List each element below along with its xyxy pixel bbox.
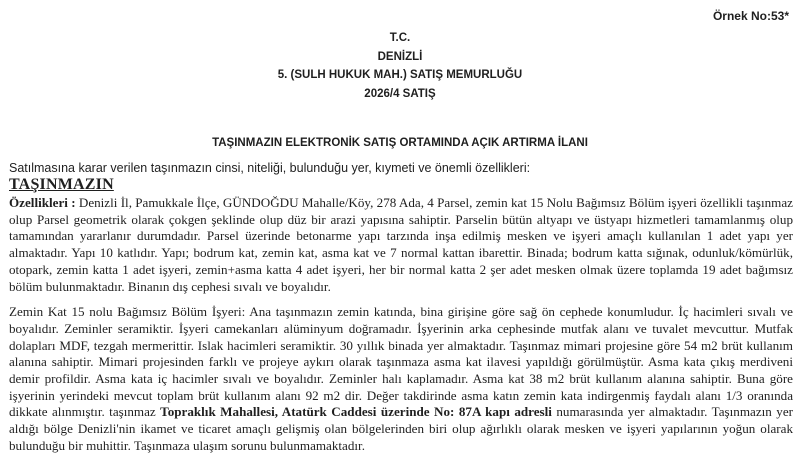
property-description [9,195,793,455]
sample-number: Örnek No:53* [712,9,789,23]
features-label: Özellikleri : [9,195,76,210]
features-text: Denizli İl, Pamukkale İlçe, GÜNDOĞDU Mahalle/Köy, 278 Ada, 4 Parsel, zemin kat 15 Nolu Bağımsız Bölüm işyeri özellikli taşınmaz olup Parsel geometrik olarak çokgen şeklinde olup düz bir arazi yapısına sahiptir. Parselin bütün altyapı ve üstyapı hizmetleri tamamlanmış olup tamamından yararlanır durumdadır. Parsel üzerinde betonarme yapı tarzında inşa edilmiş mesken ve işyeri amaçlı kullanılan 1 adet yapı yer almaktadır. Yapı 10 katlıdır. Yapı; bodrum kat, zemin kat, asma kat ve 7 normal kattan ibarettir. Binada; bodrum katta sığınak, odunluk/kömürlük, otopark, zemin katta 1 adet işyeri, zemin+asma katta 4 adet işyeri, her bir normal katta 2 şer adet mesken olmak üzere toplamda 19 adet bağımsız bölüm bulunmaktadır. Binanın dış cephesi sıvalı ve boyalıdır. [9,195,793,294]
intro-text: Satılmasına karar verilen taşınmazın cinsi, niteliği, bulunduğu yer, kıymeti ve önemli özellikleri: [9,161,531,175]
address-bold: Topraklık Mahallesi, Atatürk Caddesi üzerinde No: 87A kapı adresli [160,404,552,420]
unit-text-a: Zemin Kat 15 nolu Bağımsız Bölüm İşyeri: Ana taşınmazın zemin katında, bina girişine göre sağ ön cephede konumludur. İç hacimleri sıvalı ve boyalıdır. Zeminler seramiktir. İşyeri camekanları alüminyum doğramadır. İşyerinin arka cephesinde mutfak alanı ve tuvalet mevcuttur. Mutfak dolapları MDF, tezgah mermerittir. Islak hacimleri seramiktir. 30 yıllık binada yer almaktadır. Taşınmaz mimari projesine göre 54 m2 brüt kullanım alanına sahiptir. Mimari projesinden farklı ve projeye aykırı olarak taşınmaza asma kat ilavesi yapıldığı görülmüştür. Asma kata çıkış merdiveni demir profildir. Asma kata iç hacimler sıvalı ve boyalıdır. Zeminler halı kaplamadır. Asma kat 38 m2 brüt kullanım alanına sahiptir. Buna göre işyerinin yerindeki mevcut toplam brüt kullanım alanı 92 m2 dir. Değer takdirinde asma katın zemin kata indirgenmiş faydalı alanı 1/3 oranında dikkate alınmıştır. taşınmaz [9,304,793,420]
unit-text-b: numarasında yer almaktadır. Taşınmazın yer aldığı bölge Denizli'nin ikamet ve ticaret amaçlı gelişmiş olan bölgelerinden biri olup ağırlıklı olarak mesken ve işyeri yapılarının yoğun olarak bulunduğu bir muhittir. Taşınmaza ulaşım sorunu bulunmamaktadır. [9,404,793,453]
header-line-city: DENİZLİ [377,51,423,63]
header-line-case: 2026/4 SATIŞ [364,88,436,100]
section-title: TAŞINMAZIN [9,176,114,193]
document-title: TAŞINMAZIN ELEKTRONİK SATIŞ ORTAMINDA AÇIK ARTIRMA İLANI [212,137,588,149]
header-line-office: 5. (SULH HUKUK MAH.) SATIŞ MEMURLUĞU [277,69,523,81]
header-line-tc: T.C. [389,32,411,44]
paragraph-features [9,195,793,295]
paragraph-unit-details [9,304,793,454]
